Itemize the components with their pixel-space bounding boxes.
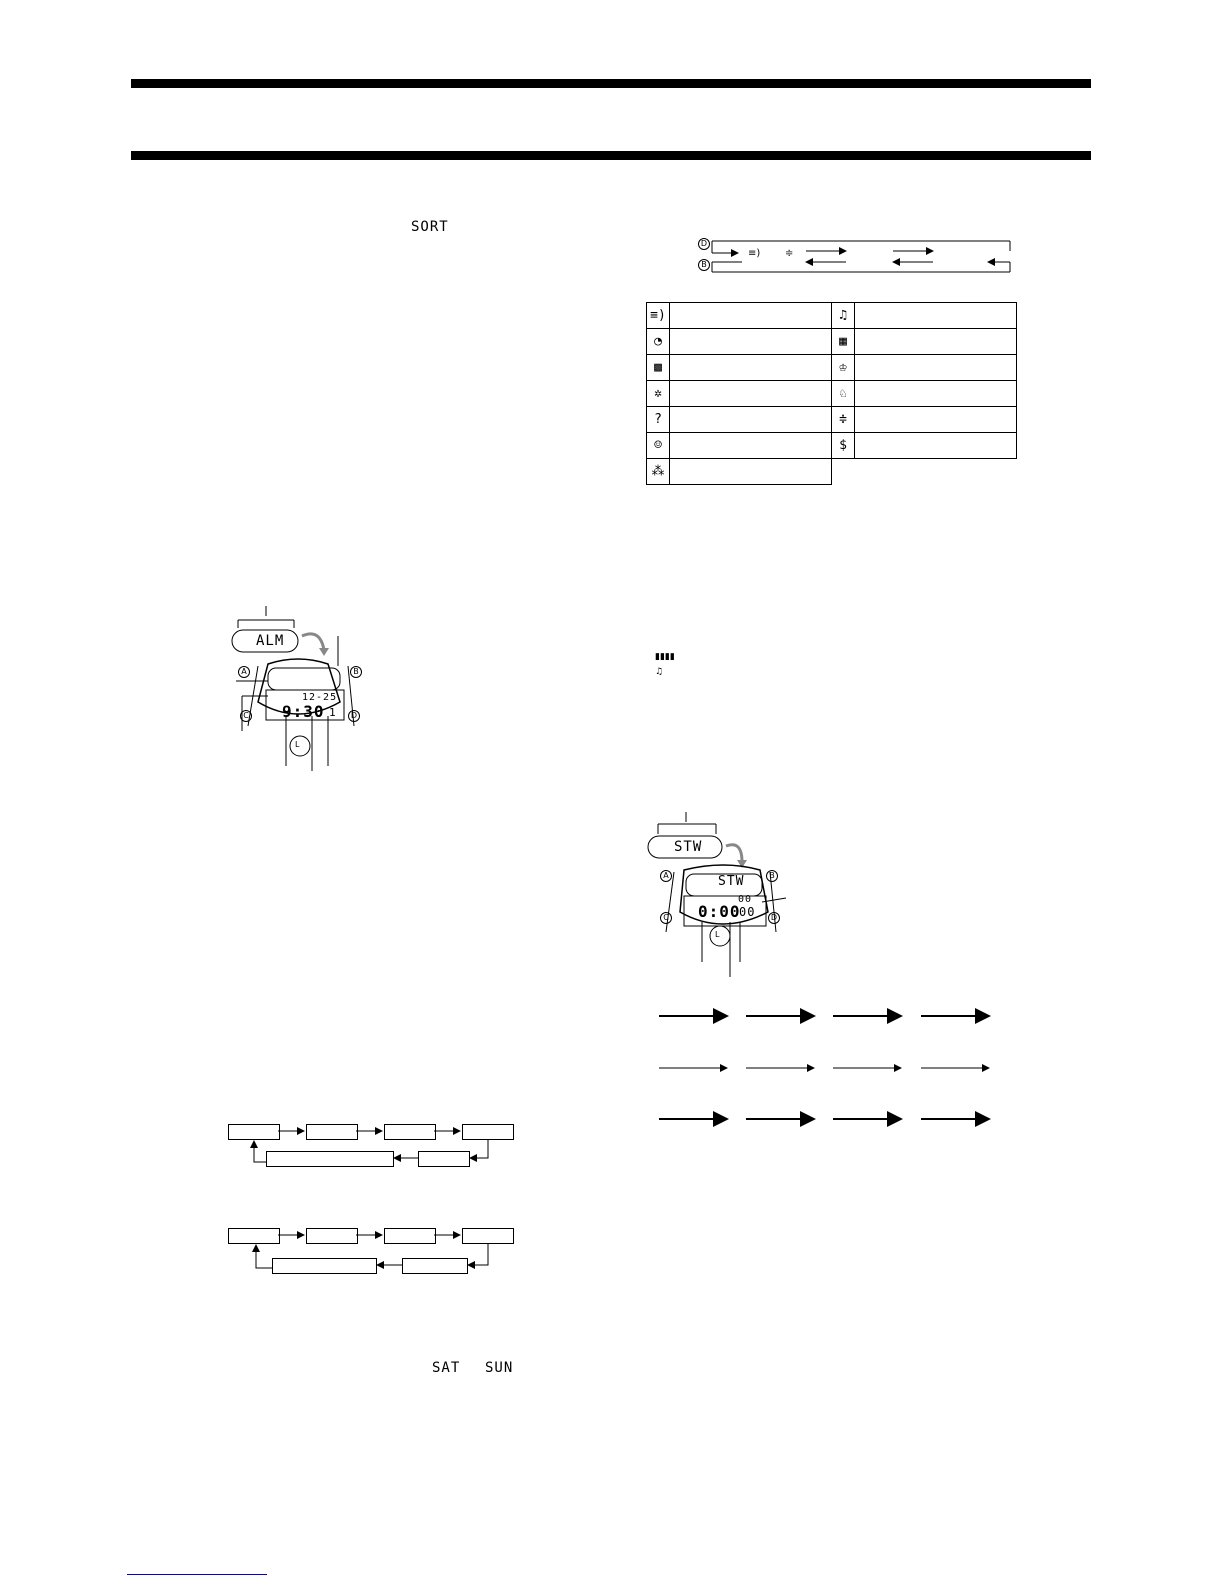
- button-d-icon: D: [698, 238, 710, 250]
- data-mode-icon: ≑: [785, 248, 794, 259]
- stopwatch-hundredths: 00: [739, 905, 756, 919]
- button-b-label: B: [766, 870, 778, 882]
- sun-label: SUN: [485, 1360, 514, 1376]
- button-a-label: A: [660, 870, 672, 882]
- button-l-label: L: [295, 740, 300, 749]
- button-b-label: B: [350, 666, 362, 678]
- flow-diagram-2-arrows: [256, 1235, 488, 1268]
- group-icon: ⁂: [647, 459, 670, 485]
- alarm-icon: ≡): [647, 303, 670, 329]
- bell-icon: ♫: [655, 667, 664, 677]
- tree-icon: ≑: [832, 407, 855, 433]
- button-c-label: C: [660, 912, 672, 924]
- clock-icon: ◔: [647, 329, 670, 355]
- alarm-mode-icon: ≡): [748, 248, 761, 259]
- footer-link-underline[interactable]: [127, 1574, 267, 1575]
- button-l-label: L: [715, 930, 720, 939]
- button-d-label: D: [348, 710, 360, 722]
- alarm-date: 12-25: [302, 692, 338, 703]
- sparkle-icon: ✲: [647, 381, 670, 407]
- stopwatch-top-small: 00: [738, 894, 753, 905]
- music-note-icon: ♫: [832, 303, 855, 329]
- flow-diagram-1-arrows: [254, 1131, 488, 1162]
- animal-icon: ♘: [832, 381, 855, 407]
- memo-icon: ▩: [647, 355, 670, 381]
- dollar-icon: $: [832, 433, 855, 459]
- calendar-grid-icon: ▦: [832, 329, 855, 355]
- mode-sequence-lines: [712, 241, 1010, 272]
- stopwatch-time: 0:00: [698, 902, 741, 921]
- button-b-icon: B: [698, 259, 710, 271]
- alarm-time: 9:30: [282, 702, 325, 721]
- sort-label: SORT: [411, 219, 449, 235]
- button-c-label: C: [240, 710, 252, 722]
- button-a-label: A: [238, 666, 250, 678]
- sat-label: SAT: [432, 1360, 461, 1376]
- battery-icon: ▮▮▮▮: [655, 652, 675, 662]
- building-icon: ♔: [832, 355, 855, 381]
- button-d-label: D: [768, 912, 780, 924]
- alarm-mode-text: ALM: [256, 633, 285, 649]
- stopwatch-mode-text-display: STW: [718, 874, 745, 889]
- face-icon: ☺: [647, 433, 670, 459]
- question-icon: ?: [647, 407, 670, 433]
- alarm-seconds: 1: [329, 706, 337, 719]
- stopwatch-mode-text: STW: [674, 839, 703, 855]
